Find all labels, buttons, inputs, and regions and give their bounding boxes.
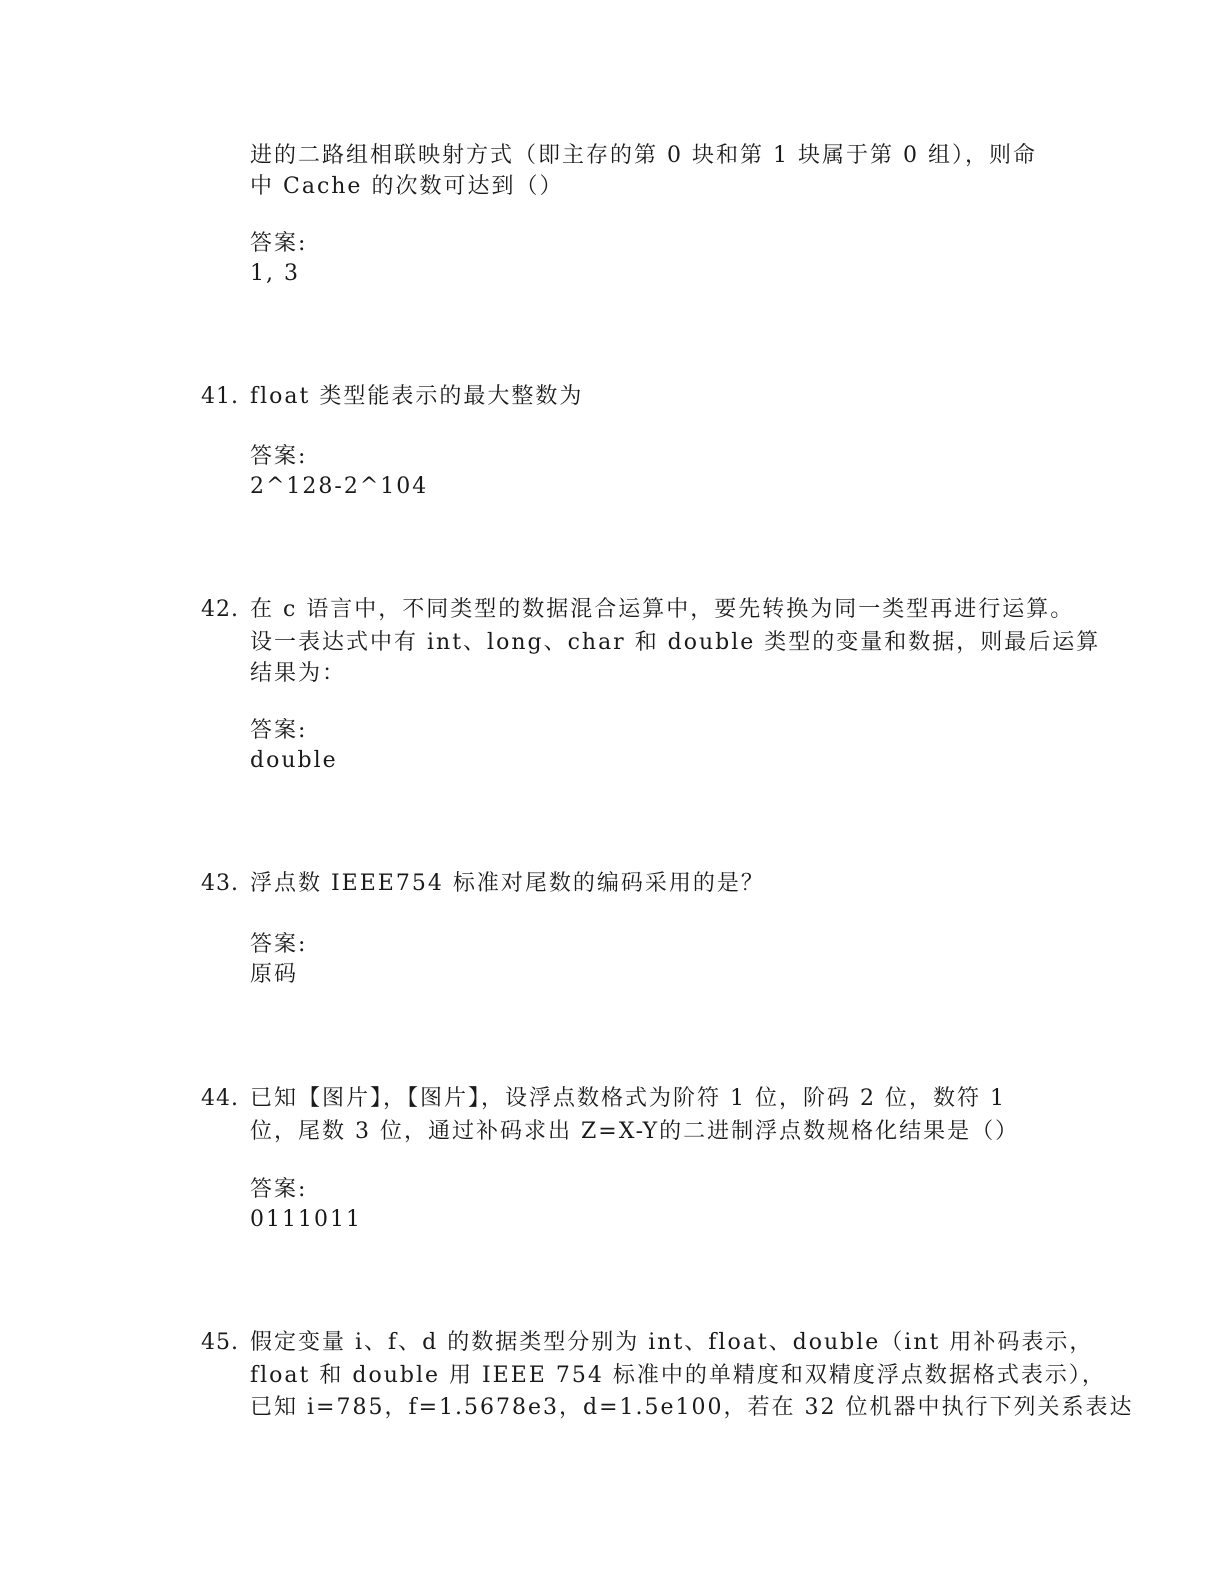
answer-value: 原码 bbox=[250, 962, 299, 987]
question-text-line: 假定变量 i、f、d 的数据类型分别为 int、float、double（int 用补码表示， bbox=[250, 1330, 1094, 1355]
question-text-line: 设一表达式中有 int、long、char 和 double 类型的变量和数据，则最后运算 bbox=[250, 630, 1101, 655]
question-text-line: 进的二路组相联映射方式（即主存的第 0 块和第 1 块属于第 0 组），则命 bbox=[250, 143, 1037, 168]
question-text-line: 浮点数 IEEE754 标准对尾数的编码采用的是？ bbox=[250, 871, 765, 896]
question-text-line: 结果为： bbox=[250, 661, 347, 686]
answer-label: 答案: bbox=[250, 444, 308, 469]
question-number: 44. bbox=[201, 1086, 239, 1111]
question-text-line: float 和 double 用 IEEE 754 标准中的单精度和双精度浮点数据格式表示）， bbox=[250, 1363, 1106, 1388]
answer-value: 1, 3 bbox=[250, 261, 300, 286]
question-number: 45. bbox=[201, 1330, 239, 1355]
question-number: 41. bbox=[201, 384, 239, 409]
answer-label: 答案: bbox=[250, 932, 308, 957]
question-number: 42. bbox=[201, 597, 239, 622]
answer-value: 2^128-2^104 bbox=[250, 474, 429, 499]
question-text-line: float 类型能表示的最大整数为 bbox=[250, 384, 584, 409]
question-text-line: 已知【图片】，【图片】，设浮点数格式为阶符 1 位，阶码 2 位，数符 1 bbox=[250, 1086, 1006, 1111]
answer-value: double bbox=[250, 748, 338, 773]
question-text-line: 在 c 语言中，不同类型的数据混合运算中，要先转换为同一类型再进行运算。 bbox=[250, 597, 1075, 622]
answer-label: 答案: bbox=[250, 718, 308, 743]
question-number: 43. bbox=[201, 871, 239, 896]
question-text-line: 位，尾数 3 位，通过补码求出 Z=X-Y的二进制浮点数规格化结果是（） bbox=[250, 1119, 1020, 1144]
answer-label: 答案: bbox=[250, 231, 308, 256]
answer-label: 答案: bbox=[250, 1177, 308, 1202]
question-text-line: 已知 i=785，f=1.5678e3，d=1.5e100，若在 32 位机器中执行下列关系表达 bbox=[250, 1395, 1134, 1420]
answer-value: 0111011 bbox=[250, 1207, 362, 1232]
question-text-line: 中 Cache 的次数可达到（） bbox=[250, 174, 564, 199]
